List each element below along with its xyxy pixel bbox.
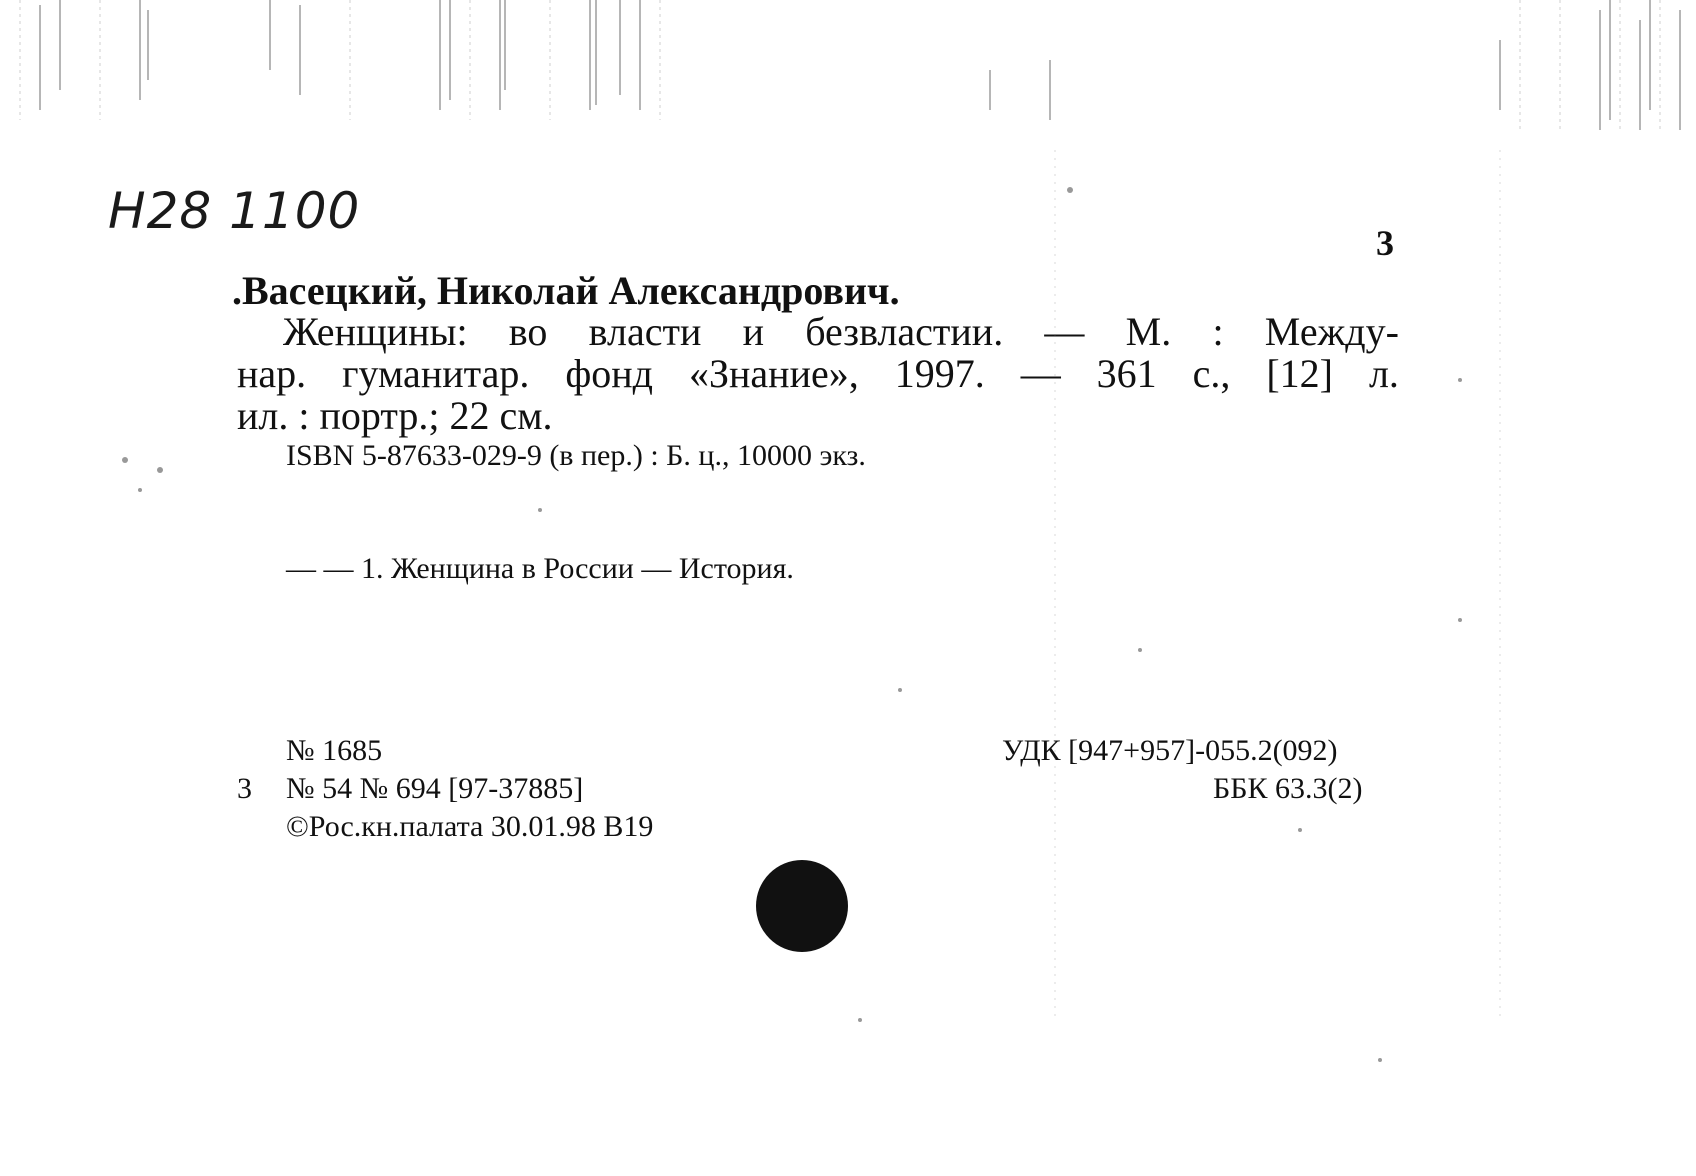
- bbk-code: ББК 63.3(2): [1213, 772, 1363, 805]
- title-line-2: нар. гуманитар. фонд «Знание», 1997. — 361 с., [12] л.: [237, 351, 1399, 396]
- author-heading: .Васецкий, Николай Александрович.: [232, 268, 900, 313]
- handwritten-shelf-code: H28 1100: [108, 182, 361, 240]
- publisher-stamp-line: ©Рос.кн.палата 30.01.98 В19: [286, 810, 654, 843]
- registration-numbers: № 54 № 694 [97-37885]: [286, 772, 584, 805]
- title-line-1: Женщины: во власти и безвластии. — М. : Между-: [283, 309, 1399, 354]
- record-number: № 1685: [286, 734, 383, 767]
- subject-heading: — — 1. Женщина в России — История.: [286, 552, 794, 585]
- card-number: 3: [1376, 223, 1394, 263]
- scan-noise-strip: [0, 0, 1696, 150]
- title-line-3: ил. : портр.; 22 см.: [237, 393, 553, 438]
- scan-dust: [0, 150, 1696, 1176]
- udk-code: УДК [947+957]-055.2(092): [1002, 734, 1338, 767]
- copy-marker: 3: [237, 772, 252, 805]
- isbn-line: ISBN 5-87633-029-9 (в пер.) : Б. ц., 10000 экз.: [286, 439, 866, 472]
